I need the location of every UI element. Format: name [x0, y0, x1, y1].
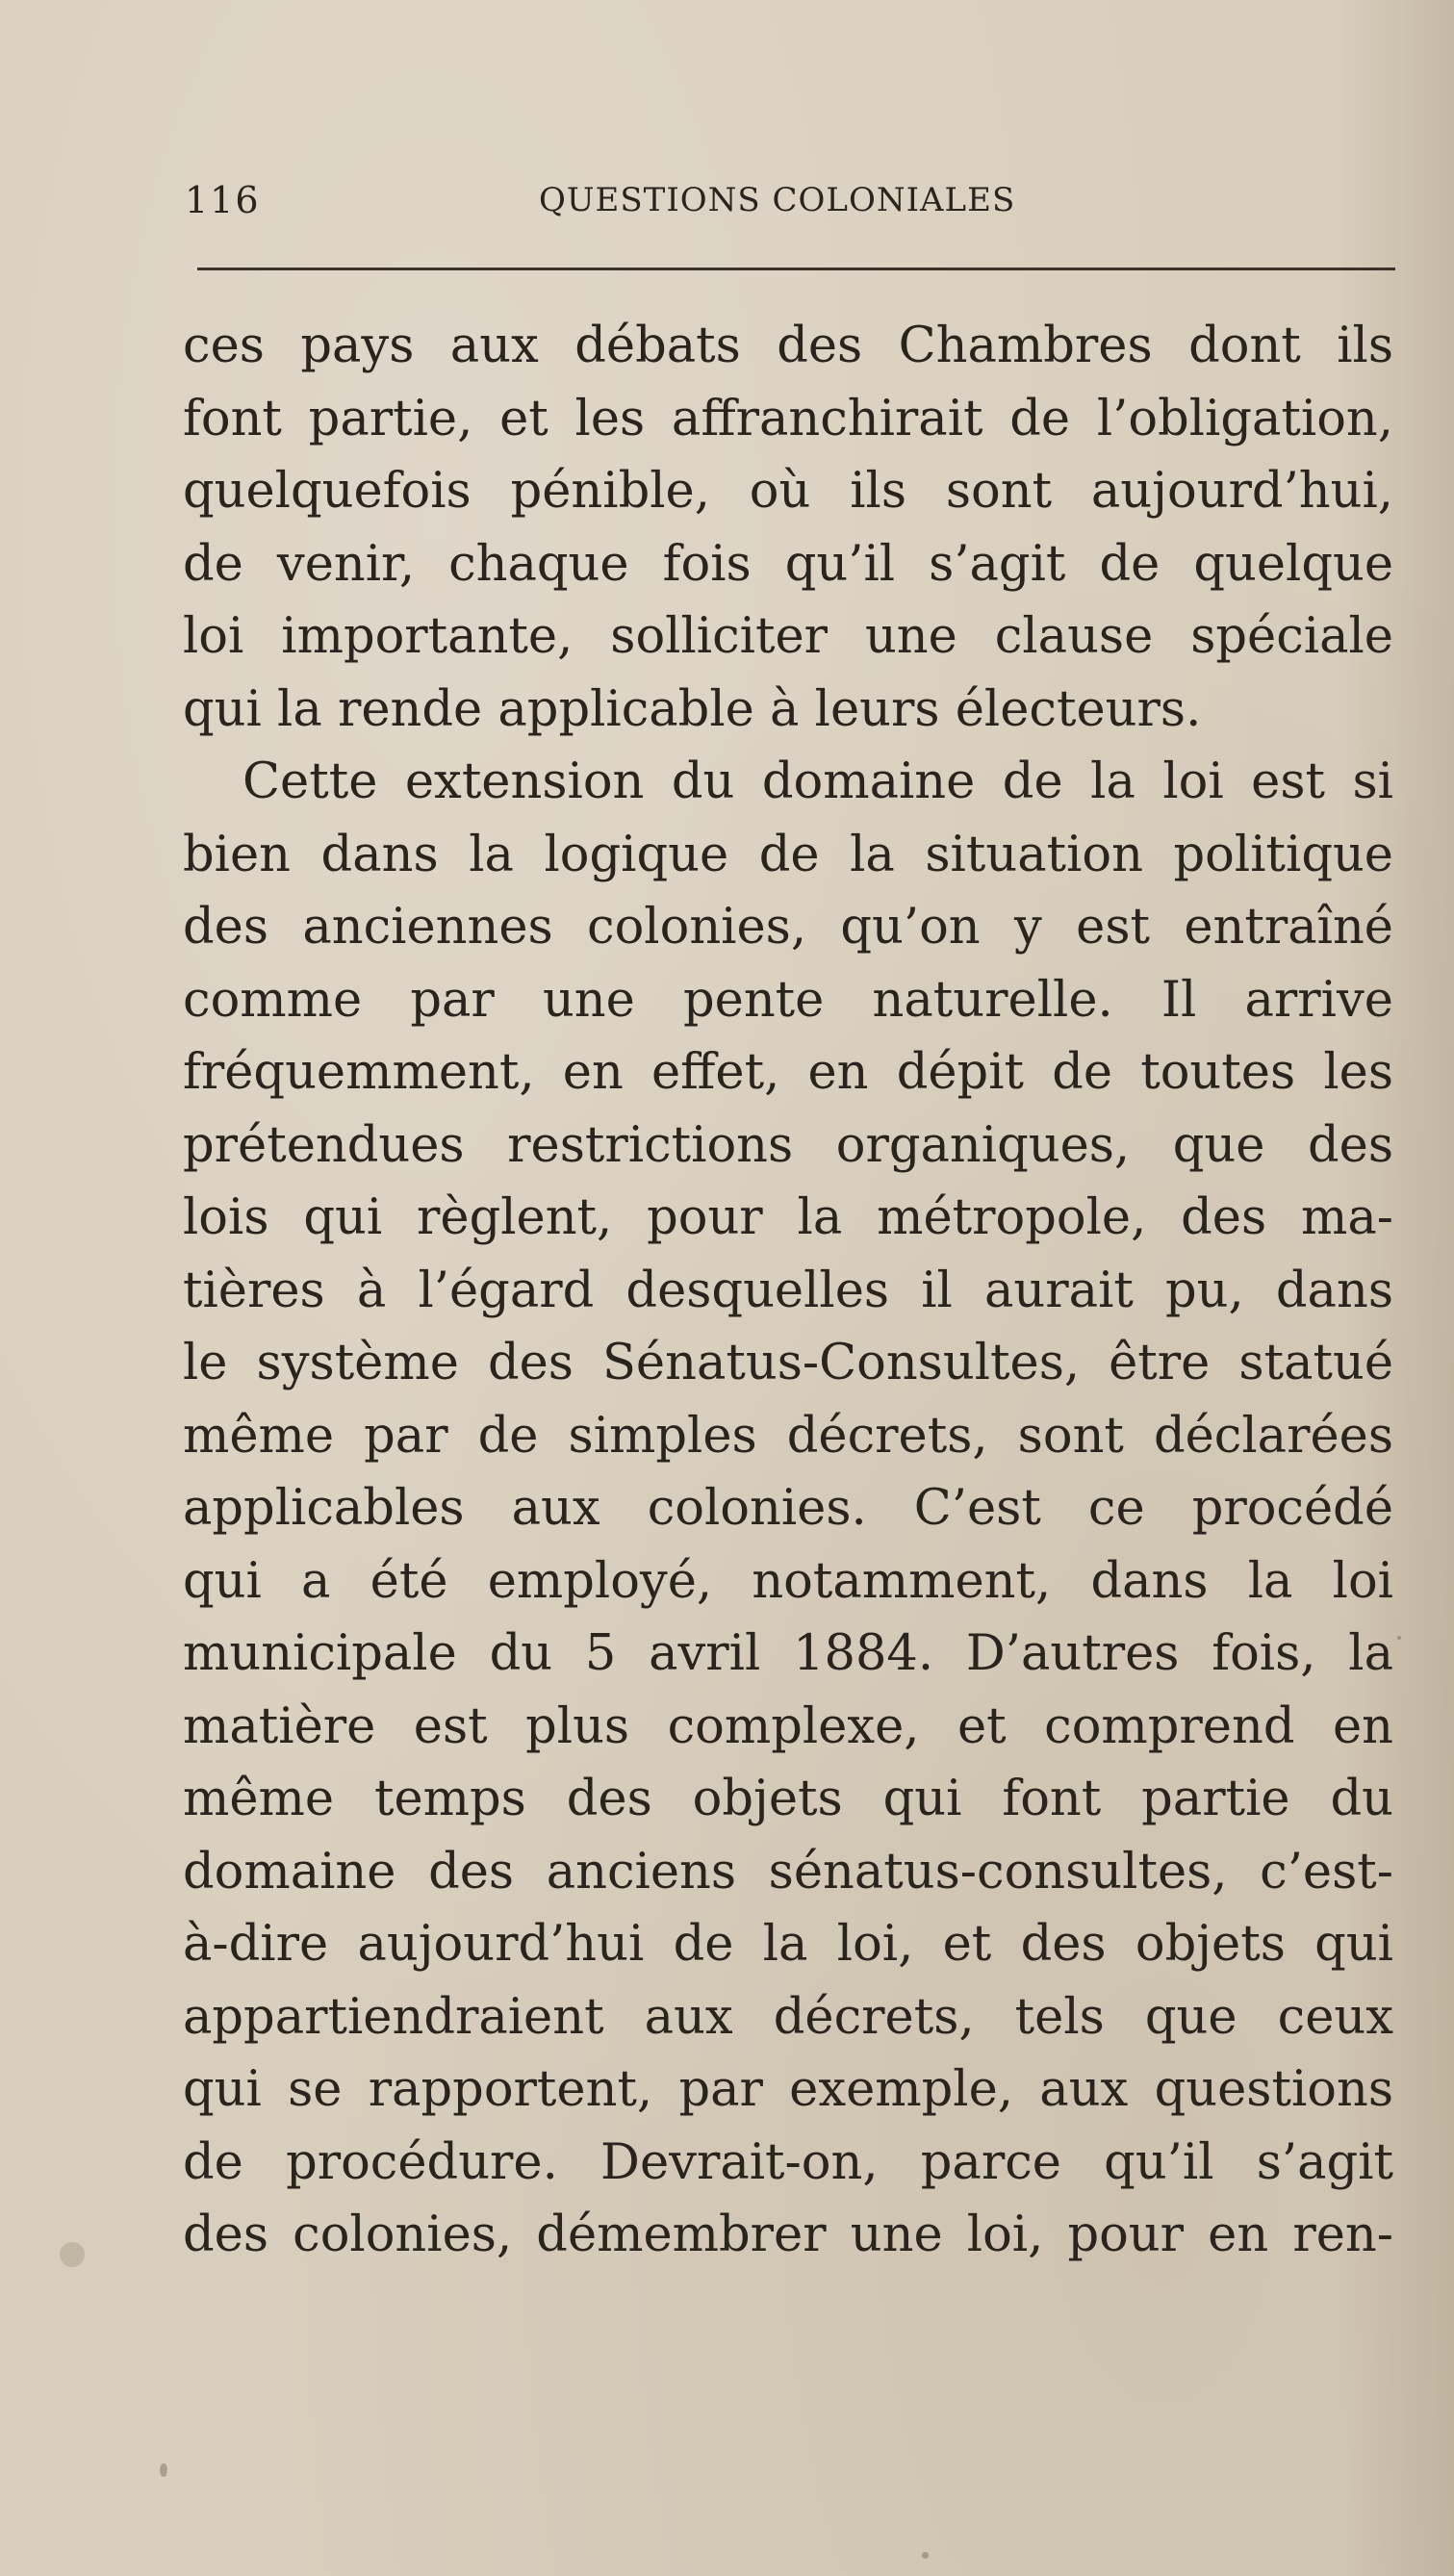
header-rule	[197, 268, 1395, 270]
body-text	[183, 310, 1393, 2272]
text-line: même temps des objets qui font partie du	[183, 1771, 1393, 1827]
paper-speck	[1397, 1636, 1401, 1640]
text-line: des anciennes colonies, qu’on y est entraîné	[183, 899, 1393, 956]
paper-speck	[160, 2463, 167, 2477]
text-line: font partie, et les affranchirait de l’obligation,	[183, 390, 1393, 447]
text-line: applicables aux colonies. C’est ce procédé	[183, 1480, 1393, 1537]
text-line: des colonies, démembrer une loi, pour en ren-	[183, 2206, 1393, 2263]
page-number: 116	[185, 179, 261, 221]
text-line: tières à l’égard desquelles il aurait pu, dans	[183, 1262, 1393, 1319]
text-line: lois qui règlent, pour la métropole, des ma-	[183, 1189, 1393, 1246]
text-line: bien dans la logique de la situation politique	[183, 826, 1393, 883]
text-line: municipale du 5 avril 1884. D’autres fois, la	[183, 1625, 1393, 1682]
paper-stain	[60, 2242, 85, 2267]
text-line: comme par une pente naturelle. Il arrive	[183, 971, 1393, 1029]
text-line: à-dire aujourd’hui de la loi, et des objets qui	[183, 1916, 1393, 1973]
text-line: de procédure. Devrait-on, parce qu’il s’agit	[183, 2133, 1393, 2191]
text-line: ces pays aux débats des Chambres dont ils	[183, 318, 1393, 374]
text-line: qui se rapportent, par exemple, aux questions	[183, 2061, 1393, 2118]
running-head	[185, 173, 1395, 231]
paper-speck	[922, 2552, 929, 2559]
text-line: domaine des anciens sénatus-consultes, c’est-	[183, 1843, 1393, 1900]
text-line: qui a été employé, notamment, dans la loi	[183, 1552, 1393, 1610]
text-line: appartiendraient aux décrets, tels que ceux	[183, 1988, 1393, 2046]
text-line: même par de simples décrets, sont déclarées	[183, 1407, 1393, 1465]
text-line: prétendues restrictions organiques, que des	[183, 1116, 1393, 1174]
text-line: fréquemment, en effet, en dépit de toutes les	[183, 1044, 1393, 1101]
text-line: matière est plus complexe, et comprend en	[183, 1697, 1393, 1755]
text-line: de venir, chaque fois qu’il s’agit de quelque	[183, 535, 1393, 593]
text-line: qui la rende applicable à leurs électeurs.	[183, 680, 1202, 738]
running-title: QUESTIONS COLONIALES	[539, 181, 1016, 219]
text-line: loi importante, solliciter une clause spéciale	[183, 608, 1393, 665]
text-line: le système des Sénatus-Consultes, être statué	[183, 1335, 1393, 1391]
paragraph-start-line: Cette extension du domaine de la loi est si	[242, 753, 1393, 810]
text-line: quelquefois pénible, où ils sont aujourd’hui,	[183, 463, 1393, 520]
